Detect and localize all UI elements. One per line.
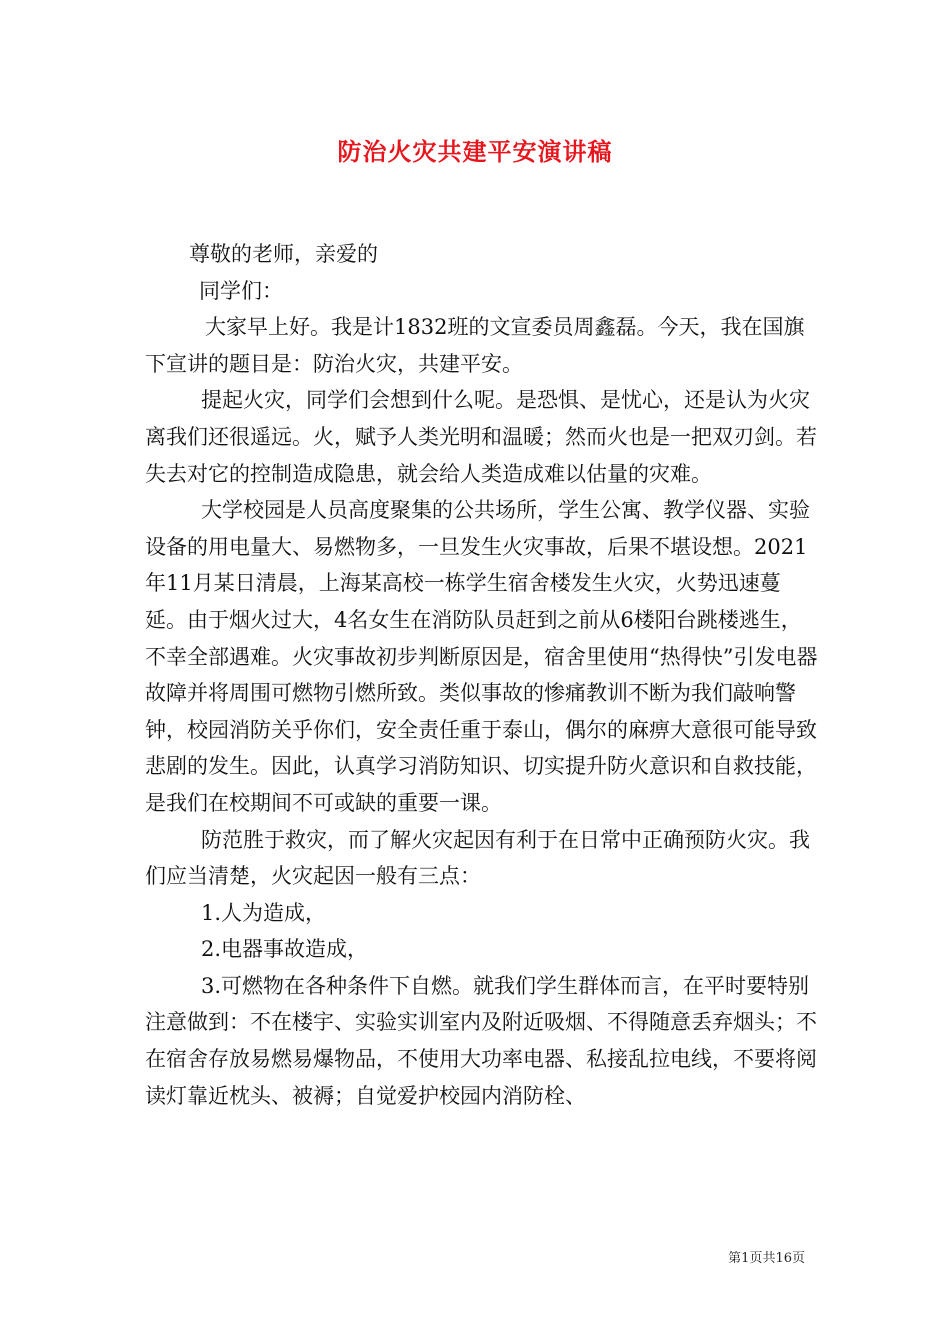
list-item-2: 2.电器事故造成， [201, 937, 369, 962]
paragraph-greeting: 大家早上好。我是计1832班的文宣委员周鑫磊。今天，我在国旗下宣讲的题目是：防治火灾，共建平安。 [145, 315, 805, 376]
paragraph-campus-incident: 大学校园是人员高度聚集的公共场所，学生公寓、教学仪器、实验设备的用电量大、易燃物多，一旦发生火灾事故，后果不堪设想。2021年11月某日清晨，上海某高校一栋学生宿舍楼发生火灾，火势迅速蔓延。由于烟火过大，4名女生在消防队员赶到之前从6楼阳台跳楼逃生，不幸全部遇难。火灾事故初步判断原因是，宿舍里使用“热得快”引发电器故障并将周围可燃物引燃所致。类似事故的惨痛教训不断为我们敲响警钟，校园消防关乎你们，安全责任重于泰山，偶尔的麻痹大意很可能导致悲剧的发生。因此，认真学习消防知识、切实提升防火意识和自救技能，是我们在校期间不可或缺的重要一课。 [145, 498, 818, 815]
salutation-line-2: 同学们： [199, 278, 283, 303]
salutation-line-1: 尊敬的老师，亲爱的 [189, 242, 378, 266]
list-item-1: 1.人为造成， [201, 900, 327, 925]
page-footer: 第1页共16页 [728, 1251, 805, 1266]
document-body [145, 236, 820, 1114]
paragraph-fire-intro: 提起火灾，同学们会想到什么呢。是恐惧、是忧心，还是认为火灾离我们还很遥远。火，赋予人类光明和温暖；然而火也是一把双刃剑。若失去对它的控制造成隐患，就会给人类造成难以估量的灾难。 [145, 388, 817, 486]
list-item-3: 3.可燃物在各种条件下自燃。就我们学生群体而言，在平时要特别注意做到：不在楼宇、实验实训室内及附近吸烟、不得随意丢弃烟头；不在宿舍存放易燃易爆物品，不使用大功率电器、私接乱拉电线，不要将阅读灯靠近枕头、被褥；自觉爱护校园内消防栓、 [145, 973, 817, 1108]
paragraph-prevention: 防范胜于救灾，而了解火灾起因有利于在日常中正确预防火灾。我们应当清楚，火灾起因一般有三点： [145, 827, 810, 889]
page-title: 防治火灾共建平安演讲稿 [337, 137, 613, 166]
